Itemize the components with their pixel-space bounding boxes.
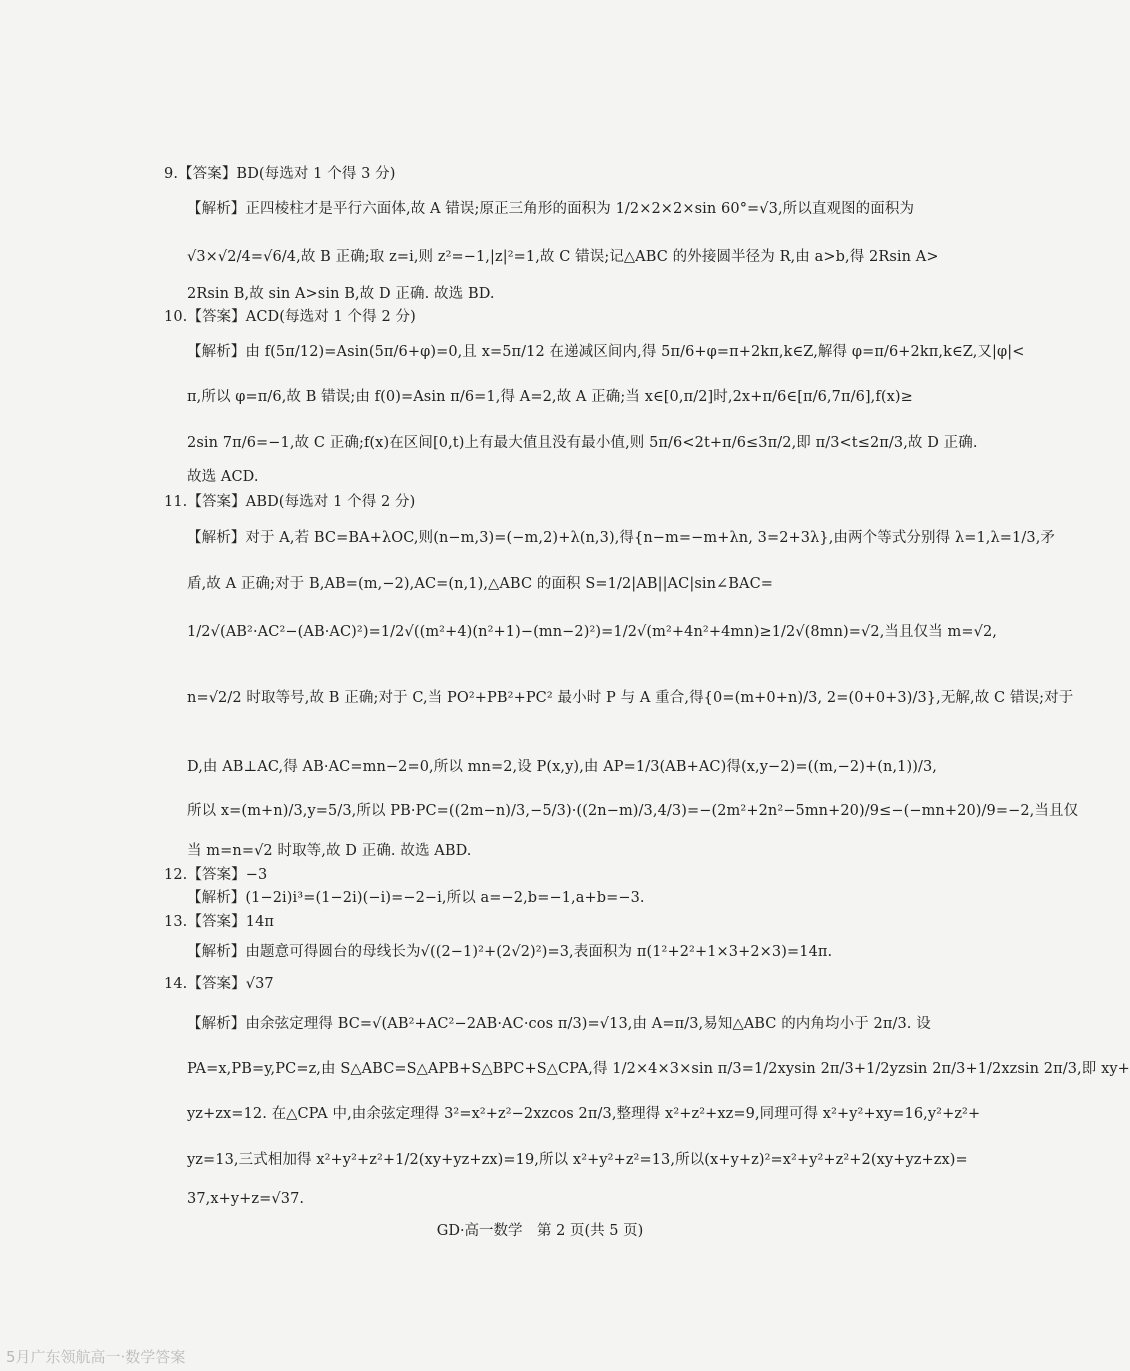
watermark: 5月广东领航高一·数学答案 bbox=[6, 1348, 186, 1366]
q12-answer: 12.【答案】−3 bbox=[164, 867, 268, 883]
q11-analysis-line: 1/2√(AB²·AC²−(AB·AC)²)=1/2√((m²+4)(n²+1)−(mn−2)²)=1/2√(m²+4n²+4mn)≥1/2√(8mn)=√2,当且仅当 m=√2, bbox=[187, 624, 998, 640]
q11-analysis-line: n=√2/2 时取等号,故 B 正确;对于 C,当 PO²+PB²+PC² 最小时 P 与 A 重合,得{0=(m+0+n)/3, 2=(0+0+3)/3},无解,故 C 错误;对于 bbox=[187, 690, 1074, 706]
q9-analysis-line: 【解析】正四棱柱才是平行六面体,故 A 错误;原正三角形的面积为 1/2×2×2×sin 60°=√3,所以直观图的面积为 bbox=[187, 201, 915, 217]
q14-analysis-line: PA=x,PB=y,PC=z,由 S△ABC=S△APB+S△BPC+S△CPA,得 1/2×4×3×sin π/3=1/2xysin 2π/3+1/2yzsin 2π/3+1/2xzsin 2π/3,即 xy+ bbox=[187, 1061, 1130, 1077]
q14-analysis-line: yz=13,三式相加得 x²+y²+z²+1/2(xy+yz+zx)=19,所以 x²+y²+z²=13,所以(x+y+z)²=x²+y²+z²+2(xy+yz+zx)= bbox=[187, 1152, 968, 1168]
q11-analysis-line: 盾,故 A 正确;对于 B,AB=(m,−2),AC=(n,1),△ABC 的面积 S=1/2|AB||AC|sin∠BAC= bbox=[187, 576, 774, 592]
q9-answer: 9.【答案】BD(每选对 1 个得 3 分) bbox=[164, 166, 396, 182]
q10-analysis-line: 【解析】由 f(5π/12)=Asin(5π/6+φ)=0,且 x=5π/12 在递减区间内,得 5π/6+φ=π+2kπ,k∈Z,解得 φ=π/6+2kπ,k∈Z,又|φ|< bbox=[187, 344, 1025, 360]
q14-analysis-line: 37,x+y+z=√37. bbox=[187, 1191, 305, 1207]
q9-analysis-line: √3×√2/4=√6/4,故 B 正确;取 z=i,则 z²=−1,|z|²=1,故 C 错误;记△ABC 的外接圆半径为 R,由 a>b,得 2Rsin A> bbox=[187, 249, 939, 265]
q10-analysis-line: 故选 ACD. bbox=[187, 469, 259, 485]
q11-analysis-line: 【解析】对于 A,若 BC=BA+λOC,则(n−m,3)=(−m,2)+λ(n,3),得{n−m=−m+λn, 3=2+3λ},由两个等式分别得 λ=1,λ=1/3,矛 bbox=[187, 530, 1055, 546]
q14-answer: 14.【答案】√37 bbox=[164, 976, 274, 992]
q11-answer: 11.【答案】ABD(每选对 1 个得 2 分) bbox=[164, 494, 416, 510]
q10-analysis-line: π,所以 φ=π/6,故 B 错误;由 f(0)=Asin π/6=1,得 A=2,故 A 正确;当 x∈[0,π/2]时,2x+π/6∈[π/6,7π/6],f(x)≥ bbox=[187, 389, 913, 405]
q13-answer: 13.【答案】14π bbox=[164, 914, 275, 930]
q14-analysis-line: 【解析】由余弦定理得 BC=√(AB²+AC²−2AB·AC·cos π/3)=√13,由 A=π/3,易知△ABC 的内角均小于 2π/3. 设 bbox=[187, 1016, 931, 1032]
q10-analysis-line: 2sin 7π/6=−1,故 C 正确;f(x)在区间[0,t)上有最大值且没有最小值,则 5π/6<2t+π/6≤3π/2,即 π/3<t≤2π/3,故 D 正确. bbox=[187, 435, 978, 451]
page-footer: GD·高一数学 第 2 页(共 5 页) bbox=[436, 1223, 644, 1239]
q14-analysis-line: yz+zx=12. 在△CPA 中,由余弦定理得 3²=x²+z²−2xzcos 2π/3,整理得 x²+z²+xz=9,同理可得 x²+y²+xy=16,y²+z²+ bbox=[187, 1106, 981, 1122]
q11-analysis-line: 所以 x=(m+n)/3,y=5/3,所以 PB·PC=((2m−n)/3,−5/3)·((2n−m)/3,4/3)=−(2m²+2n²−5mn+20)/9≤−(−mn+20)/9=−2,当且仅 bbox=[187, 803, 1079, 819]
q12-analysis-line: 【解析】(1−2i)i³=(1−2i)(−i)=−2−i,所以 a=−2,b=−1,a+b=−3. bbox=[187, 890, 645, 906]
q11-analysis-line: D,由 AB⊥AC,得 AB·AC=mn−2=0,所以 mn=2,设 P(x,y),由 AP=1/3(AB+AC)得(x,y−2)=((m,−2)+(n,1))/3, bbox=[187, 759, 938, 775]
q13-analysis-line: 【解析】由题意可得圆台的母线长为√((2−1)²+(2√2)²)=3,表面积为 π(1²+2²+1×3+2×3)=14π. bbox=[187, 944, 833, 960]
q9-analysis-line: 2Rsin B,故 sin A>sin B,故 D 正确. 故选 BD. bbox=[187, 286, 495, 302]
q10-answer: 10.【答案】ACD(每选对 1 个得 2 分) bbox=[164, 309, 416, 325]
q11-analysis-line: 当 m=n=√2 时取等,故 D 正确. 故选 ABD. bbox=[187, 843, 472, 859]
